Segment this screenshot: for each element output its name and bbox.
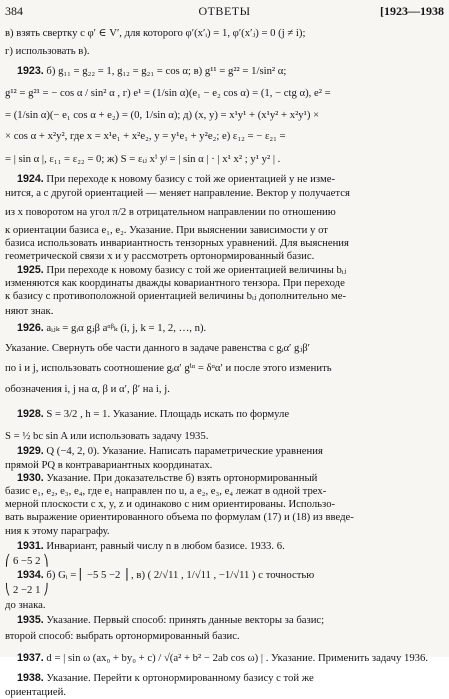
- problem-number: 1924.: [17, 173, 44, 185]
- problem-number: 1929.: [17, 445, 44, 457]
- text-line: [5, 224, 443, 237]
- line-text: к ориентации базиса e₁, e₂. Указание. При выяснении зависимости y от: [5, 224, 328, 236]
- line-text: к базису с противоположной ориентацией величины bᵢⱼ дополнительно ме-: [5, 290, 347, 302]
- text-line: [5, 568, 443, 583]
- text-line: [5, 126, 443, 146]
- line-text: Инвариант, равный числу n в любом базисе. 1933. 6.: [43, 540, 285, 552]
- text-line: [5, 42, 443, 60]
- line-text: геометрической связи x и y рассмотреть ортонормированный базис.: [5, 250, 315, 262]
- text-line: [5, 445, 443, 458]
- text-line: [5, 377, 443, 401]
- line-text: ⎝ 2 −2 1 ⎠: [5, 584, 49, 596]
- text-line: [5, 320, 443, 337]
- line-text: до знака.: [5, 599, 46, 611]
- problem-number: 1930.: [17, 472, 44, 484]
- line-text: Указание. Перейти к ортонормированному базису с той же: [43, 672, 314, 684]
- page-number: 384: [5, 4, 23, 18]
- text-line: [5, 337, 443, 359]
- text-line: [5, 250, 443, 263]
- text-line: [5, 685, 443, 699]
- line-text: мерной плоскости с x, y, z и одинаково с ним ориентированы. Использо-: [5, 498, 336, 510]
- line-text: Указание. При доказательстве б) взять ортонормированный: [43, 472, 318, 484]
- text-line: [5, 82, 443, 104]
- line-text: Q (−4, 2, 0). Указание. Написать параметрические уравнения: [43, 445, 323, 457]
- line-text: При переходе к новому базису с той же ориентацией y не изме-: [43, 173, 336, 185]
- line-text: = | sin α |, ε₁₁ = ε₂₂ = 0; ж) S = εᵢⱼ xⁱ yʲ = | sin α | · | x¹ x² ; y¹ y² | .: [5, 153, 281, 165]
- line-text: базис e₁, e₂, e₃, e₄, где e₁ направлен по u, а e₂, e₃, e₄ лежат в одной трех-: [5, 485, 327, 497]
- line-text: г) использовать в).: [5, 45, 90, 57]
- line-text: ориентацией.: [5, 686, 66, 698]
- text-line: [5, 555, 443, 568]
- line-text: ния к этому параграфу.: [5, 525, 110, 537]
- line-text: из x поворотом на угол π/2 в отрицательном направлении по отношению: [5, 206, 336, 218]
- line-text: g¹² = g²¹ = − cos α / sin² α , г) e¹ = (1/sin α)(e₁ − e₂ cos α) = (1, − ctg α), e² =: [5, 87, 331, 99]
- line-text: няют знак.: [5, 305, 54, 317]
- line-text: вать выражение ориентированного объема по формулам (17) и (18) из введе-: [5, 511, 354, 523]
- line-text: × cos α + x²y², где x = x¹e₁ + x²e₂, y = y¹e₁ + y²e₂; е) ε₁₂ = − ε₂₁ =: [5, 130, 286, 142]
- line-text: aᵢⱼₖ = gᵢα gⱼβ aᵅᵝₖ (i, j, k = 1, 2, …, n).: [43, 322, 207, 334]
- page-header: [5, 4, 444, 20]
- text-line: [5, 401, 443, 427]
- text-line: [5, 303, 443, 320]
- line-text: по i и j, использовать соотношение gᵢα′ gⁱᵅ = δᵅα′ и после этого изменить: [5, 362, 332, 374]
- text-line: [5, 627, 443, 645]
- text-line: [5, 104, 443, 126]
- text-line: [5, 263, 443, 277]
- line-text: При переходе к новому базису с той же ориентацией величины bᵢⱼ: [43, 264, 347, 276]
- text-line: [5, 583, 443, 597]
- problem-number: 1928.: [17, 408, 44, 420]
- line-text: прямой PQ в контравариантных координатах.: [5, 459, 213, 471]
- problem-number: 1938.: [17, 672, 44, 684]
- line-text: Указание. Первый способ: принять данные векторы за базис;: [43, 614, 325, 626]
- line-text: = (1/sin α)(− e₁ cos α + e₂) = (0, 1/sin α); д) (x, y) = x¹y¹ + (x¹y² + x²y¹) ×: [5, 109, 320, 121]
- line-text: S = 3/2 , h = 1. Указание. Площадь искать по формуле: [43, 408, 290, 420]
- problem-number: 1931.: [17, 540, 44, 552]
- line-text: второй способ: выбрать ортонормированный базис.: [5, 630, 240, 642]
- text-line: [5, 172, 443, 186]
- answers-text: [5, 24, 443, 699]
- line-text: в) взять свертку с φ′ ∈ V′, для которого φ′(x′ᵢ) = 1, φ′(x′ⱼ) = 0 (j ≠ i);: [5, 27, 306, 39]
- text-line: [5, 24, 443, 42]
- line-text: б) g₁₁ = g₂₂ = 1, g₁₂ = g₂₁ = cos α; в) g¹¹ = g²² = 1/sin² α;: [43, 65, 287, 77]
- text-line: [5, 60, 443, 82]
- text-line: [5, 614, 443, 627]
- text-line: [5, 597, 443, 614]
- problem-number: 1934.: [17, 569, 44, 581]
- problem-number: 1937.: [17, 652, 44, 664]
- text-line: [5, 200, 443, 224]
- text-line: [5, 671, 443, 685]
- text-line: [5, 524, 443, 538]
- line-text: нится, а с другой ориентацией — меняет направление. Вектор y получается: [5, 187, 350, 199]
- line-text: ⎛ 6 −5 2 ⎞: [5, 555, 49, 567]
- text-line: [5, 472, 443, 485]
- text-line: [5, 498, 443, 511]
- problem-number: 1925.: [17, 264, 44, 276]
- text-line: [5, 290, 443, 303]
- text-line: [5, 186, 443, 200]
- text-line: [5, 485, 443, 498]
- text-line: [5, 458, 443, 472]
- text-line: [5, 511, 443, 524]
- problem-range: [1923—1938: [380, 4, 444, 18]
- text-line: [5, 359, 443, 377]
- line-text: б) Gᵢ = ⎜ −5 5 −2 ⎟ , в) ( 2/√11 , 1/√11 , −1/√11 ) с точностью: [43, 569, 315, 581]
- problem-number: 1935.: [17, 614, 44, 626]
- line-text: S = ½ bc sin A или использовать задачу 1935.: [5, 430, 209, 442]
- text-line: [5, 538, 443, 555]
- problem-number: 1923.: [17, 65, 44, 77]
- line-text: базиса использовать инвариантность тензорных уравнений. Для выяснения: [5, 237, 349, 249]
- line-text: изменяются как координаты дважды ковариантного тензора. При переходе: [5, 277, 345, 289]
- line-text: d = | sin ω (ax₀ + by₀ + c) / √(a² + b² − 2ab cos ω) | . Указание. Применить задачу 1936.: [43, 652, 429, 664]
- line-text: обозначения i, j на α, β и α′, β′ на i, j.: [5, 383, 170, 395]
- problem-number: 1926.: [17, 322, 44, 334]
- text-line: [5, 645, 443, 671]
- text-line: [5, 427, 443, 445]
- text-line: [5, 277, 443, 290]
- line-text: Указание. Свернуть обе части данного в задаче равенства с gᵢα′ gⱼβ′: [5, 342, 311, 354]
- text-line: [5, 146, 443, 172]
- section-title: ОТВЕТЫ: [198, 4, 251, 18]
- text-line: [5, 237, 443, 250]
